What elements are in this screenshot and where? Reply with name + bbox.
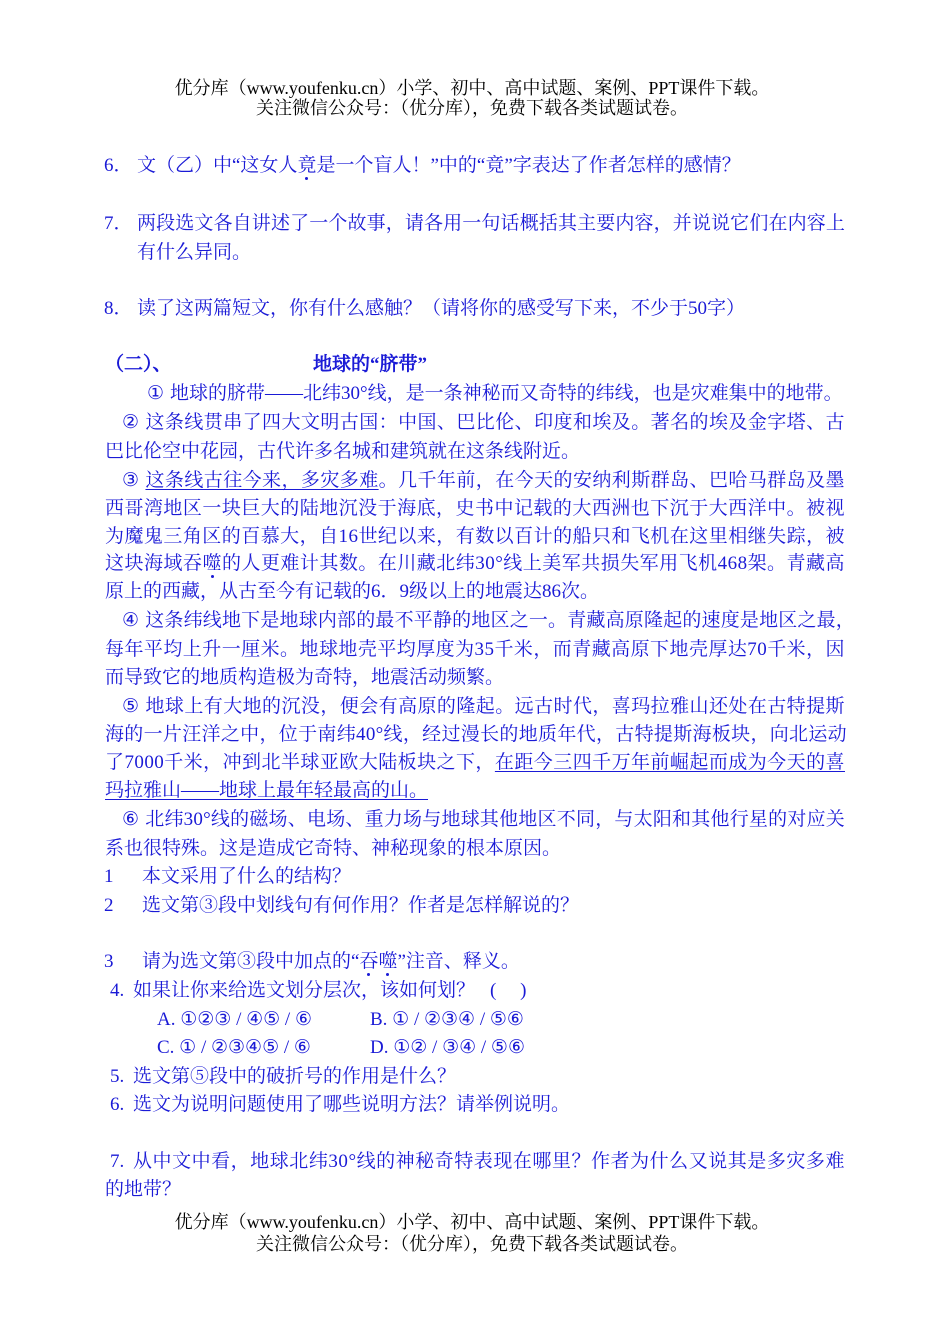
- paragraph-4-marker: ④: [122, 610, 140, 631]
- paragraph-2-text-1: 这条线贯串了四大文明古国：中国、巴比伦、印度和埃及。著名的埃及金字塔、古: [145, 412, 845, 433]
- question-6-text: [137, 155, 741, 177]
- question-6-text-pre: 文（乙）中“这女人: [137, 155, 298, 176]
- underlined-sentence: 这条线古往今来，多灾多难: [145, 470, 379, 491]
- paragraph-5-line-4: [105, 780, 428, 802]
- paragraph-6-line-2: 系也很特殊。这是造成它奇特、神秘现象的根本原因。: [105, 838, 562, 859]
- part2-question-6-number: 6.: [110, 1094, 125, 1115]
- part2-question-1-number: 1: [104, 866, 114, 887]
- part2-question-3-text: [142, 951, 520, 973]
- paragraph-3-line-2: 西哥湾地区一块巨大的陆地沉没于海底，史书中记载的大西洲也下沉于大西洋中。被视: [105, 498, 845, 519]
- paragraph-3-line-1: [122, 470, 845, 492]
- section-title: 地球的“脐带”: [313, 354, 428, 375]
- emphasis-dot-char: 竟: [297, 155, 317, 176]
- option-a: A. ①②③ / ④⑤ / ⑥: [157, 1009, 312, 1030]
- question-6-text-post: 是一个盲人！”中的“竟”字表达了作者怎样的感情？: [316, 155, 741, 176]
- paragraph-3-line-4-pre: 这块海域吞: [105, 553, 203, 574]
- part2-question-2-text: 选文第③段中划线句有何作用？作者是怎样解说的？: [142, 895, 580, 916]
- paragraph-3-line-4-post: 的人更难计其数。在川藏北纬30°线上美军共损失军用飞机468架。青藏高: [221, 553, 845, 574]
- paragraph-1-text: 地球的脐带——北纬30°线，是一条神秘而又奇特的纬线，也是灾难集中的地带。: [170, 383, 843, 404]
- paragraph-3-line-4: [105, 553, 845, 575]
- part2-question-7-line-2: 的地带？: [105, 1179, 182, 1200]
- part2-question-4-text: 如果让你来给选文划分层次，该如何划？: [133, 980, 476, 1001]
- underlined-sentence: 在距今三四千万年前崛起而成为今天的喜: [494, 752, 845, 773]
- paragraph-1-line-1: [147, 383, 843, 405]
- paragraph-2-line-1: [122, 412, 845, 434]
- emphasis-dot-char: 吞: [359, 951, 379, 972]
- paragraph-4-line-1: [122, 610, 855, 632]
- paragraph-5-line-1: [122, 696, 845, 718]
- underlined-sentence: 玛拉雅山——地球上最年轻最高的山。: [105, 780, 429, 801]
- option-b: B. ① / ②③④ / ⑤⑥: [370, 1009, 524, 1030]
- paragraph-6-marker: ⑥: [122, 809, 140, 830]
- footer-line-1: 优分库（www.youfenku.cn）小学、初中、高中试题、案例、PPT课件下载。: [174, 1212, 770, 1232]
- part2-question-3-post: ”注音、释义。: [397, 951, 520, 972]
- paragraph-5-text-1: 地球上有大地的沉没，便会有高原的隆起。远古时代，喜玛拉雅山还处在古特提斯: [145, 696, 845, 717]
- paragraph-5-line-2: 海的一片汪洋之中，位于南纬40°线，经过漫长的地质年代，古特提斯海板块，向北运动: [105, 724, 847, 745]
- paragraph-6-line-1: [122, 809, 845, 831]
- paragraph-5-marker: ⑤: [122, 696, 140, 717]
- paragraph-4-text-1: 这条纬线地下是地球内部的最不平静的地区之一。青藏高原隆起的速度是地区之最，: [145, 610, 855, 631]
- paragraph-1-marker: ①: [147, 383, 165, 404]
- header-line-2: 关注微信公众号：（优分库），免费下载各类试题试卷。: [256, 98, 688, 118]
- section-label: （二）、: [105, 354, 172, 375]
- question-7-line-1: 两段选文各自讲述了一个故事，请各用一句话概括其主要内容，并说说它们在内容上: [137, 213, 845, 234]
- paragraph-5-line-3-pre: 了7000千米，冲到北半球亚欧大陆板块之下，: [105, 752, 495, 773]
- part2-question-3-pre: 请为选文第③段中加点的“: [142, 951, 360, 972]
- part2-question-6-text: 选文为说明问题使用了哪些说明方法？请举例说明。: [133, 1094, 571, 1115]
- part2-question-5-text: 选文第⑤段中的破折号的作用是什么？: [133, 1066, 457, 1087]
- emphasis-dot-char: 噬: [378, 951, 398, 972]
- part2-question-4-number: 4.: [110, 980, 125, 1001]
- paragraph-3-marker: ③: [122, 470, 140, 491]
- paragraph-4-line-3: 而导致它的地质构造极为奇特，地震活动频繁。: [105, 667, 505, 688]
- paragraph-3-line-5: 原上的西藏，从古至今有记载的6．9级以上的地震达86次。: [105, 581, 600, 602]
- option-c: C. ① / ②③④⑤ / ⑥: [157, 1037, 311, 1058]
- header-line-1: 优分库（www.youfenku.cn）小学、初中、高中试题、案例、PPT课件下载。: [174, 78, 770, 98]
- part2-question-5-number: 5.: [110, 1066, 125, 1087]
- paragraph-2-marker: ②: [122, 412, 140, 433]
- option-d: D. ①② / ③④ / ⑤⑥: [370, 1037, 525, 1058]
- paragraph-4-line-2: 每年平均上升一厘米。地球地壳平均厚度为35千米，而青藏高原下地壳厚达70千米，因: [105, 639, 845, 660]
- paragraph-5-line-3: [105, 752, 845, 774]
- part2-question-1-text: 本文采用了什么的结构？: [142, 866, 352, 887]
- question-8-number: 8．: [104, 298, 133, 319]
- part2-question-3-number: 3: [104, 951, 114, 972]
- answer-parentheses: ( ): [490, 980, 527, 1001]
- footer-line-2: 关注微信公众号：（优分库），免费下载各类试题试卷。: [256, 1234, 688, 1254]
- paragraph-6-text-1: 北纬30°线的磁场、电场、重力场与地球其他地区不同，与太阳和其他行星的对应关: [145, 809, 845, 830]
- part2-question-7-line-1: 从中文中看，地球北纬30°线的神秘奇特表现在哪里？作者为什么又说其是多灾多难: [133, 1151, 845, 1172]
- question-7-line-2: 有什么异同。: [137, 242, 252, 263]
- question-8-text: 读了这两篇短文，你有什么感触？（请将你的感受写下来，不少于50字）: [137, 298, 746, 319]
- paragraph-2-line-2: 巴比伦空中花园，古代许多名城和建筑就在这条线附近。: [105, 441, 581, 462]
- question-7-number: 7．: [104, 213, 133, 234]
- emphasis-dot-char: 噬: [202, 553, 222, 574]
- part2-question-2-number: 2: [104, 895, 114, 916]
- paragraph-3-line-1-rest: 。几千年前，在今天的安纳利斯群岛、巴哈马群岛及墨: [378, 470, 845, 491]
- question-6-number: 6．: [104, 155, 133, 176]
- part2-question-7-number: 7.: [110, 1151, 125, 1172]
- paragraph-3-line-3: 为魔鬼三角区的百慕大，自16世纪以来，有数以百计的船只和飞机在这里相继失踪，被: [105, 526, 845, 547]
